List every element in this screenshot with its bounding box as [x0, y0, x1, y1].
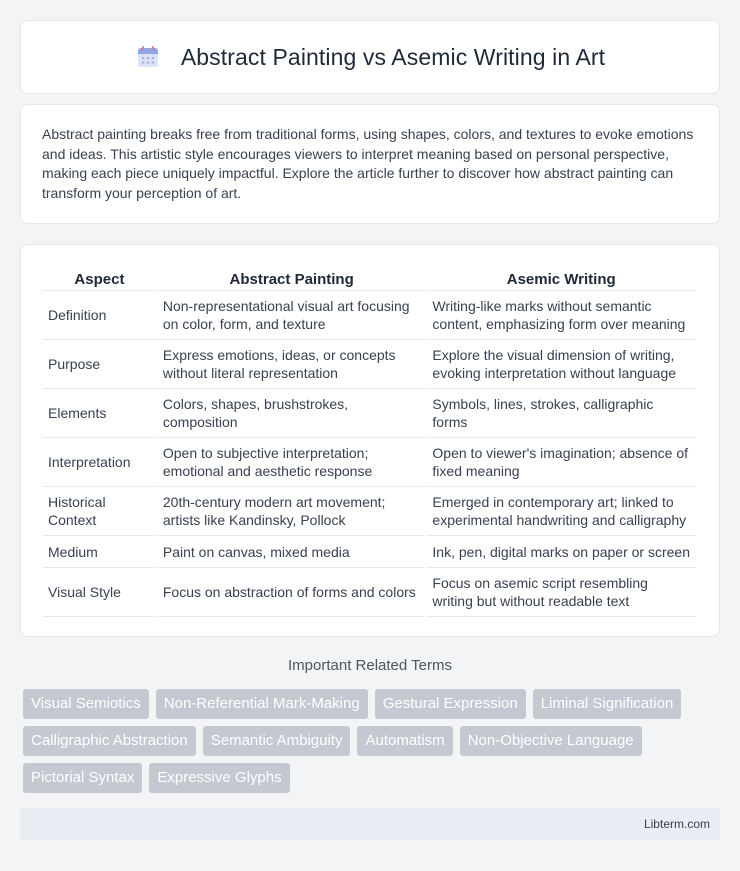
- row-asemic-writing: Writing-like marks without semantic content, emphasizing form over meaning: [427, 291, 695, 340]
- related-terms-list: [23, 689, 723, 800]
- table-row: [43, 487, 695, 536]
- footer: [20, 808, 720, 840]
- comparison-table: [41, 265, 697, 617]
- row-aspect: Definition: [43, 291, 156, 340]
- table-row: [43, 536, 695, 568]
- row-abstract-painting: Non-representational visual art focusing on color, form, and texture: [158, 291, 426, 340]
- row-aspect: Purpose: [43, 340, 156, 389]
- related-term-tag[interactable]: Non-Referential Mark-Making: [156, 689, 368, 719]
- table-row: [43, 438, 695, 487]
- row-abstract-painting: Open to subjective interpretation; emotional and aesthetic response: [158, 438, 426, 487]
- related-term-tag[interactable]: Semantic Ambiguity: [203, 726, 351, 756]
- table-row: [43, 340, 695, 389]
- related-term-tag[interactable]: Calligraphic Abstraction: [23, 726, 196, 756]
- page-title: Abstract Painting vs Asemic Writing in Art: [180, 43, 606, 70]
- related-term-tag[interactable]: Visual Semiotics: [23, 689, 149, 719]
- header-aspect: Aspect: [43, 265, 156, 291]
- row-aspect: Medium: [43, 536, 156, 568]
- intro-text: Abstract painting breaks free from traditional forms, using shapes, colors, and textures to evoke emotions and ideas. This artistic style encourages viewers to interpret meaning based on personal perspective, making each piece uniquely impactful. Explore the article further to discover how abstract painting can transform your perception of art.: [42, 126, 694, 201]
- row-abstract-painting: Paint on canvas, mixed media: [158, 536, 426, 568]
- row-asemic-writing: Explore the visual dimension of writing, evoking interpretation without language: [427, 340, 695, 389]
- comparison-card: [20, 244, 720, 637]
- row-abstract-painting: Express emotions, ideas, or concepts without literal representation: [158, 340, 426, 389]
- row-abstract-painting: Focus on abstraction of forms and colors: [158, 568, 426, 617]
- row-asemic-writing: Open to viewer's imagination; absence of fixed meaning: [427, 438, 695, 487]
- row-abstract-painting: Colors, shapes, brushstrokes, composition: [158, 389, 426, 438]
- table-row: [43, 568, 695, 617]
- header-card: [20, 20, 720, 94]
- related-term-tag[interactable]: Automatism: [357, 726, 452, 756]
- related-term-tag[interactable]: Gestural Expression: [375, 689, 526, 719]
- related-term-tag[interactable]: Liminal Signification: [533, 689, 682, 719]
- related-term-tag[interactable]: Non-Objective Language: [460, 726, 642, 756]
- row-abstract-painting: 20th-century modern art movement; artists like Kandinsky, Pollock: [158, 487, 426, 536]
- intro-card: [20, 104, 720, 224]
- related-term-tag[interactable]: Expressive Glyphs: [149, 763, 289, 793]
- row-aspect: Historical Context: [43, 487, 156, 536]
- row-aspect: Visual Style: [43, 568, 156, 617]
- row-asemic-writing: Ink, pen, digital marks on paper or screen: [427, 536, 695, 568]
- related-term-tag[interactable]: Pictorial Syntax: [23, 763, 142, 793]
- calendar-icon: [135, 44, 161, 70]
- table-row: [43, 291, 695, 340]
- table-row: [43, 389, 695, 438]
- row-asemic-writing: Focus on asemic script resembling writing but without readable text: [427, 568, 695, 617]
- header-abstract-painting: Abstract Painting: [158, 265, 426, 291]
- row-aspect: Interpretation: [43, 438, 156, 487]
- related-terms-title: Important Related Terms: [288, 657, 452, 674]
- header-asemic-writing: Asemic Writing: [427, 265, 695, 291]
- row-asemic-writing: Emerged in contemporary art; linked to experimental handwriting and calligraphy: [427, 487, 695, 536]
- row-aspect: Elements: [43, 389, 156, 438]
- row-asemic-writing: Symbols, lines, strokes, calligraphic forms: [427, 389, 695, 438]
- footer-site-link[interactable]: Libterm.com: [643, 817, 710, 831]
